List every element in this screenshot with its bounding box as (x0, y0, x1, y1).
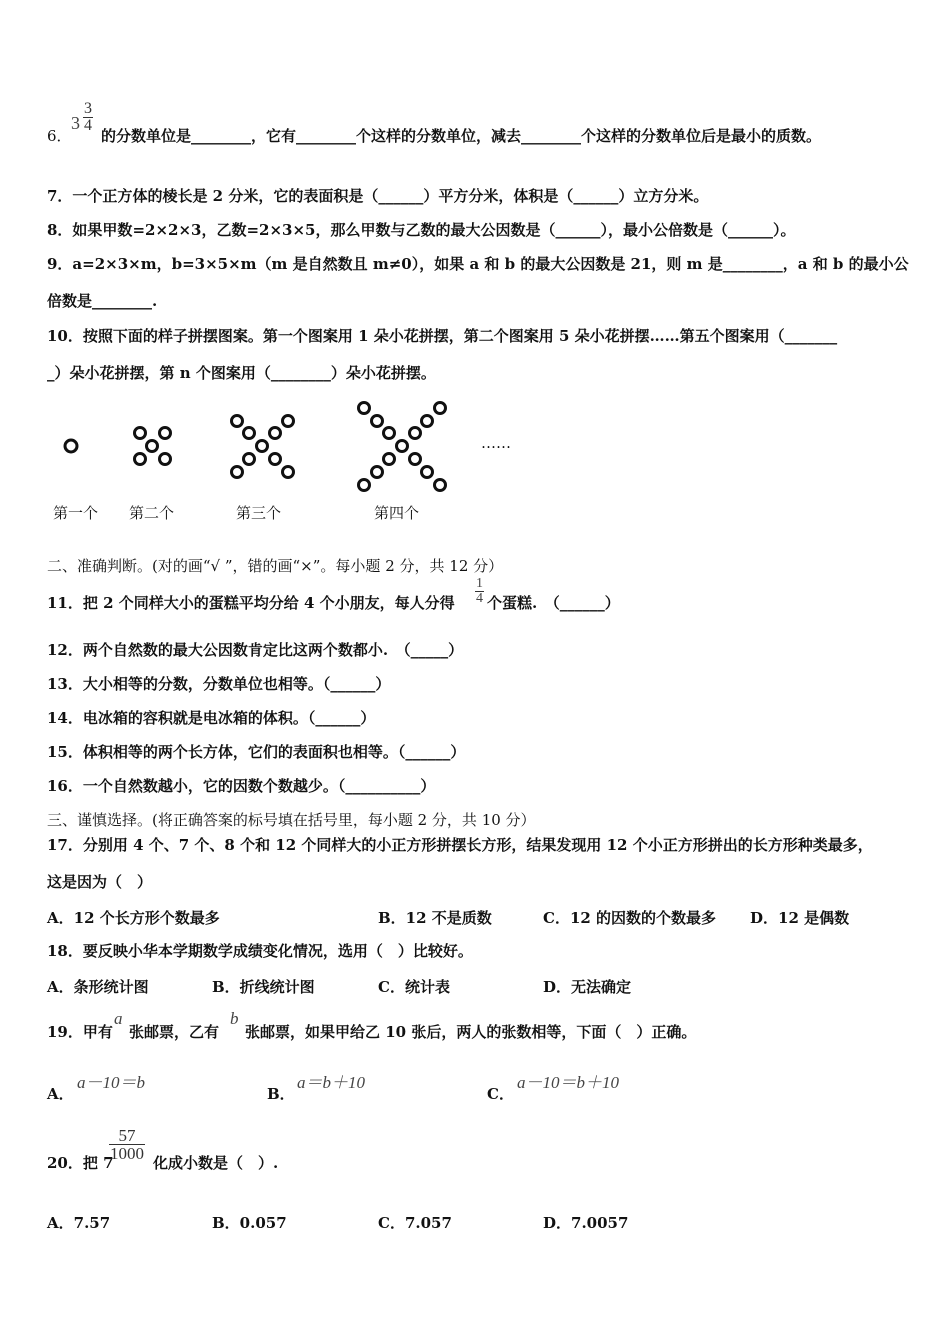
flower-4-4 (397, 441, 408, 452)
q20-option-b: B．0.057 (212, 1214, 287, 1232)
pattern-label-2: 第二个 (129, 504, 175, 522)
question-9-line-1: 9．a=2×3×m，b=3×5×m（m 是自然数且 m≠0），如果 a 和 b 的最大公因数是 21，则 m 是________，a 和 b 的最小公 (47, 255, 909, 273)
question-17-line-2: 这是因为（ ） (47, 873, 153, 891)
flower-4-12 (372, 467, 383, 478)
question-6-number: 6． (47, 127, 72, 145)
question-10-line-1: 10．按照下面的样子拼摆图案。第一个图案用 1 朵小花拼摆，第二个图案用 5 朵小花拼摆……第五个图案用（_______ (47, 327, 838, 345)
question-20-text-post: 化成小数是（ ）. (153, 1154, 279, 1172)
fraction-denominator: 1000 (110, 1144, 144, 1163)
q19-option-c-expr: a－10＝b＋10 (517, 1073, 619, 1092)
question-18: 18．要反映小华本学期数学成绩变化情况，选用（ ）比较好。 (47, 942, 473, 960)
question-9-line-2: 倍数是________. (47, 292, 158, 310)
fraction-numerator: 1 (476, 576, 483, 591)
flower-3-5 (283, 467, 294, 478)
flower-4-1 (359, 403, 370, 414)
fraction-numerator: 3 (84, 100, 92, 117)
q20-option-c: C．7.057 (378, 1214, 452, 1232)
flower-3-8 (244, 454, 255, 465)
flower-2-2 (160, 428, 171, 439)
pattern-label-1: 第一个 (53, 504, 99, 522)
question-13: 13．大小相等的分数，分数单位也相等。（______） (47, 675, 391, 693)
q19-option-b-expr: a＝b＋10 (297, 1073, 365, 1092)
flower-3-4 (270, 454, 281, 465)
pattern-label-4: 第四个 (374, 504, 420, 522)
mixed-number-fraction (83, 101, 93, 134)
question-16: 16．一个自然数越小，它的因数个数越少。（__________） (47, 777, 436, 795)
flower-2-3 (147, 441, 158, 452)
pattern-ellipsis: …… (481, 434, 511, 452)
flower-3-3 (257, 441, 268, 452)
q19-option-a-label: A． (47, 1085, 74, 1103)
fraction-denominator: 4 (476, 591, 483, 606)
q17-option-b: B．12 不是质数 (378, 909, 492, 927)
flower-1-1 (65, 440, 77, 452)
q19-option-c-label: C． (487, 1085, 514, 1103)
flower-4-6 (422, 467, 433, 478)
q18-option-d: D．无法确定 (543, 978, 632, 996)
question-7: 7．一个正方体的棱长是 2 分米，它的表面积是（______）平方分米，体积是（______）立方分米。 (47, 187, 709, 205)
fraction-numerator: 57 (109, 1127, 145, 1145)
question-10-line-2: _）朵小花拼摆，第 n 个图案用（________）朵小花拼摆。 (47, 364, 436, 382)
question-12: 12．两个自然数的最大公因数肯定比这两个数都小. （_____） (47, 641, 464, 659)
q18-option-a: A．条形统计图 (47, 978, 149, 996)
variable-a: a (114, 1009, 123, 1028)
flower-2-5 (160, 454, 171, 465)
q20-option-a: A．7.57 (47, 1214, 111, 1232)
question-11-fraction (475, 577, 484, 606)
flower-3-9 (232, 467, 243, 478)
question-19-part-3: 张邮票，如果甲给乙 10 张后，两人的张数相等，下面（ ）正确。 (245, 1023, 697, 1041)
flower-4-3 (384, 428, 395, 439)
question-19-part-1: 19．甲有 (47, 1023, 113, 1041)
question-11-text-post: 个蛋糕. （______） (487, 594, 620, 612)
flower-3-6 (283, 416, 294, 427)
question-6-text: 的分数单位是________，它有________个这样的分数单位，减去________个这样的分数单位后是最小的质数。 (101, 127, 822, 145)
fraction-denominator: 4 (84, 117, 92, 134)
question-17-line-1: 17．分别用 4 个、7 个、8 个和 12 个同样大的小正方形拼摆长方形，结果发现用 12 个小正方形拼出的长方形种类最多， (47, 836, 873, 854)
flower-3-7 (270, 428, 281, 439)
flower-4-8 (435, 403, 446, 414)
flower-2-4 (135, 454, 146, 465)
question-15: 15．体积相等的两个长方体，它们的表面积也相等。（______） (47, 743, 466, 761)
section-3-heading: 三、谨慎选择。(将正确答案的标号填在括号里，每小题 2 分，共 10 分） (47, 811, 536, 829)
pattern-label-3: 第三个 (236, 504, 282, 522)
question-8: 8．如果甲数=2×2×3，乙数=2×3×5，那么甲数与乙数的最大公因数是（______），最小公倍数是（______）。 (47, 221, 796, 239)
variable-b: b (230, 1009, 239, 1028)
section-2-heading: 二、准确判断。(对的画“√ ”，错的画“×”。每小题 2 分，共 12 分） (47, 557, 504, 575)
q19-option-a-expr: a－10＝b (77, 1073, 145, 1092)
flower-4-2 (372, 416, 383, 427)
q20-option-d: D．7.0057 (543, 1214, 629, 1232)
q17-option-d: D．12 是偶数 (750, 909, 850, 927)
flower-4-5 (410, 454, 421, 465)
flower-3-1 (232, 416, 243, 427)
flower-4-7 (435, 480, 446, 491)
q18-option-c: C．统计表 (378, 978, 450, 996)
question-11-text-pre: 11．把 2 个同样大小的蛋糕平均分给 4 个小朋友，每人分得 (47, 594, 455, 612)
q17-option-a: A．12 个长方形个数最多 (47, 909, 220, 927)
q17-option-c: C．12 的因数的个数最多 (543, 909, 717, 927)
q19-option-b-label: B． (267, 1085, 295, 1103)
flower-4-10 (410, 428, 421, 439)
mixed-number-whole: 3 (71, 113, 80, 133)
q18-option-b: B．折线统计图 (212, 978, 315, 996)
question-20-text-pre: 20．把 7 (47, 1154, 114, 1172)
question-20-fraction (109, 1127, 145, 1162)
flower-4-9 (422, 416, 433, 427)
flower-3-2 (244, 428, 255, 439)
flower-4-13 (359, 480, 370, 491)
question-14: 14．电冰箱的容积就是电冰箱的体积。（______） (47, 709, 376, 727)
flower-2-1 (135, 428, 146, 439)
flower-4-11 (384, 454, 395, 465)
question-19-part-2: 张邮票，乙有 (129, 1023, 220, 1041)
